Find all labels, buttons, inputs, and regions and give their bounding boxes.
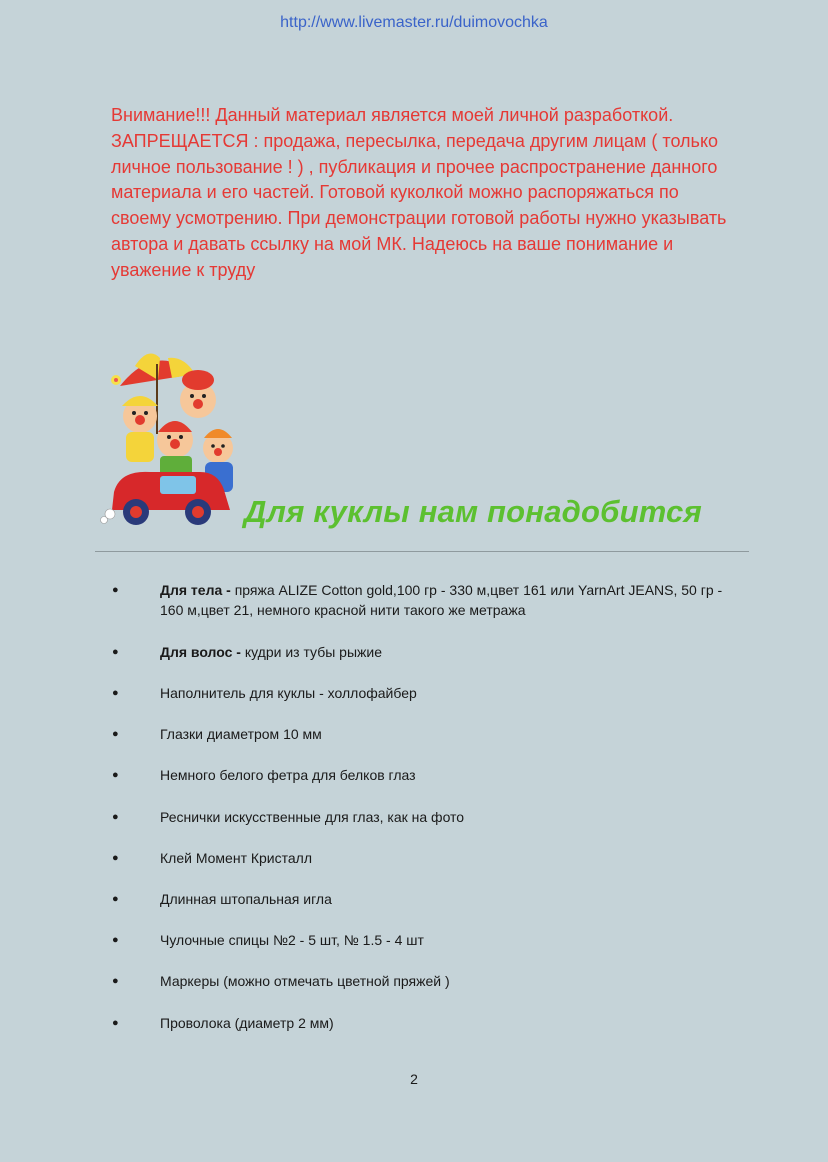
bullet-icon: ●	[112, 584, 119, 596]
item-text: Проволока (диаметр 2 мм)	[160, 1015, 334, 1031]
bullet-icon: ●	[112, 687, 119, 699]
item-text: пряжа ALIZE Cotton gold,100 гр - 330 м,цвет 161 или YarnArt JEANS, 50 гр - 160 м,цвет 21, немного красной нити такого же метража	[160, 582, 723, 618]
item-text: Чулочные спицы №2 - 5 шт, № 1.5 - 4 шт	[160, 932, 424, 948]
bullet-icon: ●	[112, 728, 119, 740]
item-text: Клей Момент Кристалл	[160, 850, 313, 866]
bullet-icon: ●	[112, 975, 119, 987]
page-number: 2	[410, 1071, 418, 1087]
source-url[interactable]: http://www.livemaster.ru/duimovochka	[280, 14, 548, 31]
section-heading: Для куклы нам понадобится	[244, 494, 702, 529]
bullet-icon: ●	[112, 934, 119, 946]
divider	[95, 551, 749, 552]
bullet-icon: ●	[112, 1017, 119, 1029]
item-text: Немного белого фетра для белков глаз	[160, 767, 416, 783]
item-label: Для волос -	[160, 644, 241, 660]
bullet-icon: ●	[112, 852, 119, 864]
item-text: Реснички искусственные для глаз, как на фото	[160, 809, 465, 825]
clowns-in-car-illustration	[100, 344, 250, 530]
item-label: Для тела -	[160, 582, 231, 598]
bullet-icon: ●	[112, 811, 119, 823]
item-text: Маркеры (можно отмечать цветной пряжей )	[160, 973, 450, 989]
bullet-icon: ●	[112, 646, 119, 658]
copyright-warning: Внимание!!! Данный материал является моей личной разработкой. ЗАПРЕЩАЕТСЯ : продажа, пересылка, передача другим лицам ( только личное пользование ! ) , публикация и прочее распространение данного материала и его частей. Готовой куколкой можно распоряжаться по своему усмотрению. При демонстрации готовой работы нужно указывать автора и давать ссылку на мой МК. Надеюсь на ваше понимание и уважение к труду	[111, 105, 727, 280]
bullet-icon: ●	[112, 769, 119, 781]
item-text: кудри из тубы рыжие	[244, 644, 382, 660]
bullet-icon: ●	[112, 893, 119, 905]
item-text: Глазки диаметром 10 мм	[160, 726, 322, 742]
item-text: Наполнитель для куклы - холлофайбер	[160, 685, 417, 701]
item-text: Длинная штопальная игла	[160, 891, 332, 907]
